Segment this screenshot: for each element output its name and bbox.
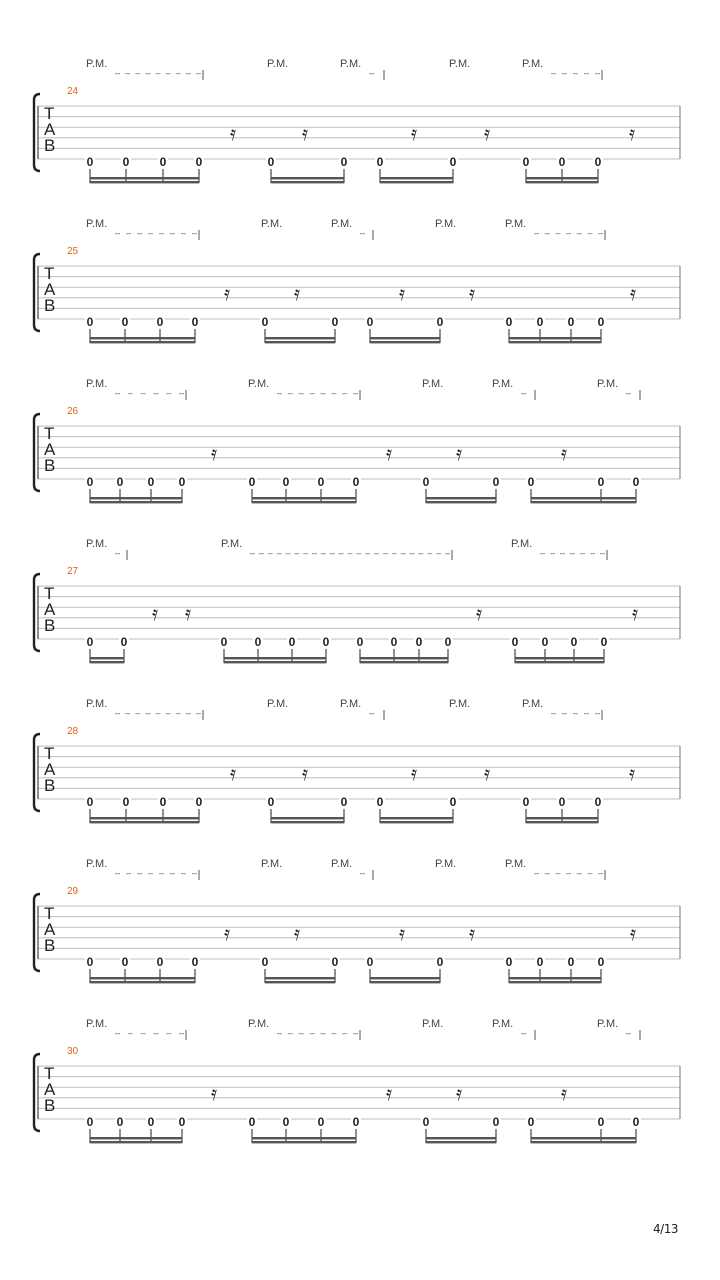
beam <box>252 501 356 503</box>
palm-mute-extension: – – – – – – <box>115 1028 184 1038</box>
tab-clef-letter: T <box>44 744 55 763</box>
sixteenth-rest: 𝄿 <box>630 283 637 305</box>
beam <box>515 661 604 663</box>
sixteenth-rest: 𝄿 <box>469 283 476 305</box>
fret-number: 0 <box>505 955 513 969</box>
fret-number: 0 <box>352 1115 360 1129</box>
fret-number: 0 <box>156 955 164 969</box>
sixteenth-rest: 𝄿 <box>476 603 483 625</box>
fret-number: 0 <box>527 475 535 489</box>
measure-number: 24 <box>67 86 79 97</box>
fret-number: 0 <box>340 155 348 169</box>
tab-clef-letter: B <box>44 1096 56 1115</box>
beam <box>426 1141 496 1143</box>
fret-number: 0 <box>195 795 203 809</box>
fret-number: 0 <box>366 315 374 329</box>
fret-number: 0 <box>449 795 457 809</box>
tab-clef-letter: A <box>44 120 56 139</box>
fret-number: 0 <box>632 475 640 489</box>
palm-mute-label: P.M. <box>331 218 353 230</box>
beam <box>90 177 199 179</box>
beam <box>370 977 440 979</box>
beam <box>271 821 344 823</box>
fret-number: 0 <box>121 955 129 969</box>
beam <box>252 1137 356 1139</box>
beam <box>90 657 124 659</box>
palm-mute-extension: – – – – – – – <box>534 228 603 238</box>
sixteenth-rest: 𝄿 <box>230 123 237 145</box>
beam <box>90 181 199 183</box>
beam <box>90 497 182 499</box>
fret-number: 0 <box>282 475 290 489</box>
fret-number: 0 <box>390 635 398 649</box>
tab-clef-letter: T <box>44 264 55 283</box>
beam <box>360 657 448 659</box>
beam <box>426 1137 496 1139</box>
fret-number: 0 <box>570 635 578 649</box>
palm-mute-label: P.M. <box>597 378 619 390</box>
fret-number: 0 <box>261 955 269 969</box>
palm-mute-extension: – – – – – – – – <box>277 388 358 398</box>
beam <box>515 657 604 659</box>
beam <box>426 497 496 499</box>
sixteenth-rest: 𝄿 <box>411 763 418 785</box>
fret-number: 0 <box>422 475 430 489</box>
sixteenth-rest: 𝄿 <box>399 923 406 945</box>
fret-number: 0 <box>267 795 275 809</box>
palm-mute-label: P.M. <box>449 58 471 70</box>
fret-number: 0 <box>254 635 262 649</box>
fret-number: 0 <box>86 795 94 809</box>
palm-mute-label: P.M. <box>261 218 283 230</box>
palm-mute-label: P.M. <box>505 858 527 870</box>
fret-number: 0 <box>147 1115 155 1129</box>
fret-number: 0 <box>86 1115 94 1129</box>
palm-mute-extension: – <box>626 388 632 398</box>
tab-clef-letter: B <box>44 776 56 795</box>
fret-number: 0 <box>159 795 167 809</box>
beam <box>265 977 335 979</box>
palm-mute-extension: – – – – – – – <box>534 868 603 878</box>
tab-clef-letter: A <box>44 280 56 299</box>
fret-number: 0 <box>376 155 384 169</box>
sixteenth-rest: 𝄿 <box>632 603 639 625</box>
fret-number: 0 <box>415 635 423 649</box>
fret-number: 0 <box>567 315 575 329</box>
beam <box>509 981 601 983</box>
fret-number: 0 <box>248 475 256 489</box>
measure-number: 30 <box>67 1046 79 1057</box>
palm-mute-extension: – <box>369 68 375 78</box>
sixteenth-rest: 𝄿 <box>185 603 192 625</box>
palm-mute-label: P.M. <box>86 218 108 230</box>
sixteenth-rest: 𝄿 <box>302 123 309 145</box>
tab-clef-letter: B <box>44 136 56 155</box>
sixteenth-rest: 𝄿 <box>411 123 418 145</box>
beam <box>90 1137 182 1139</box>
palm-mute-extension: – <box>360 228 366 238</box>
sixteenth-rest: 𝄿 <box>629 763 636 785</box>
beam <box>380 177 453 179</box>
palm-mute-label: P.M. <box>340 698 362 710</box>
measure-number: 27 <box>67 566 79 577</box>
fret-number: 0 <box>436 955 444 969</box>
tab-clef-letter: T <box>44 904 55 923</box>
beam <box>265 341 335 343</box>
beam <box>90 501 182 503</box>
palm-mute-label: P.M. <box>331 858 353 870</box>
fret-number: 0 <box>422 1115 430 1129</box>
fret-number: 0 <box>122 795 130 809</box>
fret-number: 0 <box>86 155 94 169</box>
palm-mute-label: P.M. <box>522 698 544 710</box>
fret-number: 0 <box>267 155 275 169</box>
fret-number: 0 <box>597 475 605 489</box>
fret-number: 0 <box>558 795 566 809</box>
palm-mute-extension: – – – – – <box>551 68 600 78</box>
palm-mute-label: P.M. <box>511 538 533 550</box>
fret-number: 0 <box>178 475 186 489</box>
fret-number: 0 <box>536 955 544 969</box>
fret-number: 0 <box>558 155 566 169</box>
beam <box>531 1141 636 1143</box>
beam <box>526 821 598 823</box>
sixteenth-rest: 𝄿 <box>386 443 393 465</box>
beam <box>360 661 448 663</box>
beam <box>90 661 124 663</box>
beam <box>90 337 195 339</box>
fret-number: 0 <box>195 155 203 169</box>
fret-number: 0 <box>220 635 228 649</box>
palm-mute-label: P.M. <box>86 58 108 70</box>
beam <box>252 1141 356 1143</box>
sixteenth-rest: 𝄿 <box>302 763 309 785</box>
fret-number: 0 <box>331 955 339 969</box>
fret-number: 0 <box>444 635 452 649</box>
fret-number: 0 <box>178 1115 186 1129</box>
fret-number: 0 <box>505 315 513 329</box>
fret-number: 0 <box>282 1115 290 1129</box>
beam <box>90 817 199 819</box>
palm-mute-label: P.M. <box>492 378 514 390</box>
fret-number: 0 <box>436 315 444 329</box>
palm-mute-label: P.M. <box>86 1018 108 1030</box>
fret-number: 0 <box>86 315 94 329</box>
sixteenth-rest: 𝄿 <box>456 1083 463 1105</box>
palm-mute-label: P.M. <box>248 378 270 390</box>
beam <box>509 977 601 979</box>
palm-mute-label: P.M. <box>261 858 283 870</box>
palm-mute-extension: – – – – – – – – <box>115 228 197 238</box>
fret-number: 0 <box>86 635 94 649</box>
fret-number: 0 <box>356 635 364 649</box>
tab-clef-letter: A <box>44 1080 56 1099</box>
beam <box>526 181 598 183</box>
palm-mute-label: P.M. <box>267 698 289 710</box>
beam <box>271 177 344 179</box>
beam <box>370 341 440 343</box>
fret-number: 0 <box>322 635 330 649</box>
palm-mute-extension: – <box>521 388 527 398</box>
beam <box>531 501 636 503</box>
fret-number: 0 <box>121 315 129 329</box>
sixteenth-rest: 𝄿 <box>561 1083 568 1105</box>
sixteenth-rest: 𝄿 <box>629 123 636 145</box>
sixteenth-rest: 𝄿 <box>224 923 231 945</box>
palm-mute-label: P.M. <box>449 698 471 710</box>
fret-number: 0 <box>492 1115 500 1129</box>
beam <box>271 181 344 183</box>
beam <box>252 497 356 499</box>
beam <box>90 821 199 823</box>
beam <box>90 977 195 979</box>
sixteenth-rest: 𝄿 <box>561 443 568 465</box>
beam <box>426 501 496 503</box>
palm-mute-extension: – – – – – – – – – <box>115 68 201 78</box>
fret-number: 0 <box>191 955 199 969</box>
fret-number: 0 <box>376 795 384 809</box>
tab-clef-letter: A <box>44 600 56 619</box>
sixteenth-rest: 𝄿 <box>152 603 159 625</box>
palm-mute-label: P.M. <box>422 378 444 390</box>
page-number: 4/13 <box>653 1222 678 1236</box>
tab-clef-letter: B <box>44 296 56 315</box>
palm-mute-extension: – – – – – – – <box>540 548 605 558</box>
fret-number: 0 <box>511 635 519 649</box>
fret-number: 0 <box>147 475 155 489</box>
fret-number: 0 <box>159 155 167 169</box>
beam <box>370 337 440 339</box>
fret-number: 0 <box>597 955 605 969</box>
palm-mute-label: P.M. <box>86 698 108 710</box>
tab-clef-letter: T <box>44 1064 55 1083</box>
fret-number: 0 <box>86 955 94 969</box>
beam <box>90 1141 182 1143</box>
palm-mute-label: P.M. <box>422 1018 444 1030</box>
fret-number: 0 <box>600 635 608 649</box>
palm-mute-label: P.M. <box>221 538 243 550</box>
palm-mute-extension: – – – – – – – – – – – – – – – – – – – – – – – <box>250 548 450 558</box>
beam <box>526 817 598 819</box>
beam <box>271 817 344 819</box>
fret-number: 0 <box>449 155 457 169</box>
beam <box>224 657 326 659</box>
palm-mute-extension: – <box>369 708 375 718</box>
measure-number: 26 <box>67 406 79 417</box>
palm-mute-extension: – <box>521 1028 527 1038</box>
fret-number: 0 <box>597 1115 605 1129</box>
sixteenth-rest: 𝄿 <box>630 923 637 945</box>
sixteenth-rest: 𝄿 <box>211 1083 218 1105</box>
palm-mute-label: P.M. <box>86 858 108 870</box>
beam <box>509 341 601 343</box>
palm-mute-extension: – – – – – <box>551 708 600 718</box>
tab-clef-letter: A <box>44 440 56 459</box>
fret-number: 0 <box>567 955 575 969</box>
fret-number: 0 <box>594 795 602 809</box>
palm-mute-label: P.M. <box>248 1018 270 1030</box>
beam <box>526 177 598 179</box>
sixteenth-rest: 𝄿 <box>484 763 491 785</box>
tab-clef-letter: T <box>44 104 55 123</box>
palm-mute-label: P.M. <box>86 378 108 390</box>
fret-number: 0 <box>594 155 602 169</box>
sixteenth-rest: 𝄿 <box>294 923 301 945</box>
palm-mute-extension: – <box>360 868 366 878</box>
fret-number: 0 <box>597 315 605 329</box>
beam <box>265 981 335 983</box>
fret-number: 0 <box>317 475 325 489</box>
beam <box>90 341 195 343</box>
fret-number: 0 <box>632 1115 640 1129</box>
sixteenth-rest: 𝄿 <box>230 763 237 785</box>
sixteenth-rest: 𝄿 <box>211 443 218 465</box>
fret-number: 0 <box>288 635 296 649</box>
fret-number: 0 <box>331 315 339 329</box>
fret-number: 0 <box>120 635 128 649</box>
fret-number: 0 <box>116 475 124 489</box>
beam <box>380 817 453 819</box>
fret-number: 0 <box>261 315 269 329</box>
palm-mute-label: P.M. <box>492 1018 514 1030</box>
fret-number: 0 <box>527 1115 535 1129</box>
palm-mute-label: P.M. <box>435 218 457 230</box>
fret-number: 0 <box>317 1115 325 1129</box>
measure-number: 25 <box>67 246 79 257</box>
beam <box>509 337 601 339</box>
sixteenth-rest: 𝄿 <box>294 283 301 305</box>
fret-number: 0 <box>156 315 164 329</box>
tab-clef-letter: T <box>44 424 55 443</box>
beam <box>224 661 326 663</box>
fret-number: 0 <box>541 635 549 649</box>
beam <box>370 981 440 983</box>
beam <box>531 497 636 499</box>
palm-mute-label: P.M. <box>86 538 108 550</box>
fret-number: 0 <box>116 1115 124 1129</box>
sixteenth-rest: 𝄿 <box>484 123 491 145</box>
beam <box>90 981 195 983</box>
tab-clef-letter: A <box>44 760 56 779</box>
sixteenth-rest: 𝄿 <box>386 1083 393 1105</box>
fret-number: 0 <box>522 795 530 809</box>
tab-clef-letter: B <box>44 456 56 475</box>
fret-number: 0 <box>522 155 530 169</box>
sixteenth-rest: 𝄿 <box>456 443 463 465</box>
fret-number: 0 <box>191 315 199 329</box>
tab-clef-letter: A <box>44 920 56 939</box>
palm-mute-extension: – <box>626 1028 632 1038</box>
beam <box>380 821 453 823</box>
palm-mute-label: P.M. <box>505 218 527 230</box>
sixteenth-rest: 𝄿 <box>469 923 476 945</box>
beam <box>380 181 453 183</box>
fret-number: 0 <box>492 475 500 489</box>
palm-mute-extension: – – – – – – – – – <box>115 708 201 718</box>
fret-number: 0 <box>340 795 348 809</box>
palm-mute-label: P.M. <box>522 58 544 70</box>
palm-mute-extension: – – – – – – <box>115 388 184 398</box>
beam <box>531 1137 636 1139</box>
fret-number: 0 <box>366 955 374 969</box>
palm-mute-label: P.M. <box>267 58 289 70</box>
palm-mute-extension: – – – – – – – – <box>115 868 197 878</box>
tab-clef-letter: B <box>44 616 56 635</box>
measure-number: 28 <box>67 726 79 737</box>
palm-mute-label: P.M. <box>435 858 457 870</box>
fret-number: 0 <box>122 155 130 169</box>
sixteenth-rest: 𝄿 <box>399 283 406 305</box>
measure-number: 29 <box>67 886 79 897</box>
tab-clef-letter: T <box>44 584 55 603</box>
palm-mute-extension: – – – – – – – – <box>277 1028 358 1038</box>
tab-clef-letter: B <box>44 936 56 955</box>
fret-number: 0 <box>536 315 544 329</box>
palm-mute-label: P.M. <box>597 1018 619 1030</box>
fret-number: 0 <box>86 475 94 489</box>
palm-mute-label: P.M. <box>340 58 362 70</box>
palm-mute-extension: – <box>115 548 121 558</box>
fret-number: 0 <box>248 1115 256 1129</box>
fret-number: 0 <box>352 475 360 489</box>
sixteenth-rest: 𝄿 <box>224 283 231 305</box>
beam <box>265 337 335 339</box>
